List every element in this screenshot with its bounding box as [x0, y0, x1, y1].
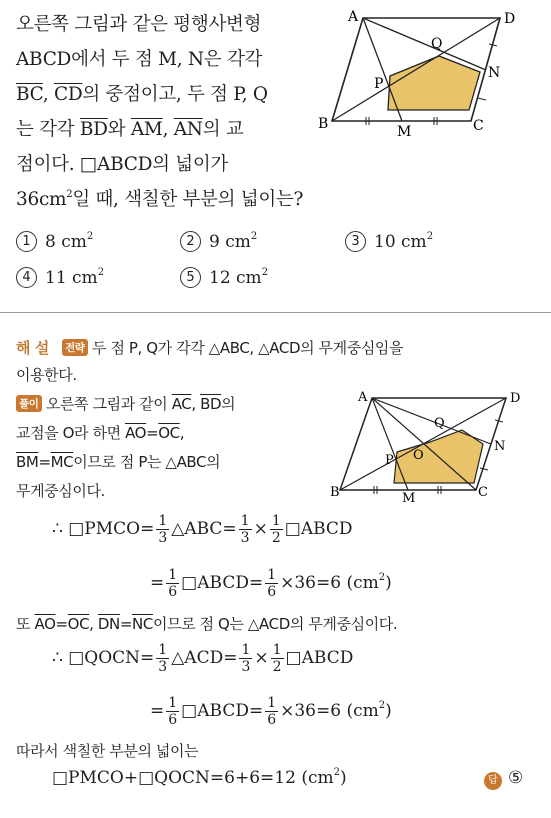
- text: △ACD=: [171, 648, 238, 668]
- superscript: 2: [250, 231, 258, 242]
- fraction-one-half: $\frac{1}{2}$: [271, 513, 281, 546]
- equation-qocn-2: = $\frac{1}{6}$ □ABCD= $\frac{1}{6}$ ×36=6 $(cm^2)$: [150, 695, 392, 728]
- segment-bc: $\overline{BC}$: [16, 84, 43, 105]
- section-divider: [0, 312, 551, 313]
- fraction-one-sixth: $\frac{1}{6}$: [168, 695, 178, 728]
- label-o: O: [413, 448, 424, 463]
- text: 는 각각: [16, 119, 80, 140]
- text: □ABCD: [284, 519, 353, 539]
- strategy-line: [16, 337, 403, 358]
- final-equation: □PMCO+□QOCN=6+6=12 $(cm^2)$: [52, 767, 347, 788]
- text: 교점을 O라 하면: [16, 424, 126, 442]
- text: ×: [253, 519, 268, 539]
- label-a: A: [358, 390, 368, 405]
- segment-ac: $\overline{AC}$: [171, 395, 192, 413]
- text: □ABCD=: [181, 701, 264, 721]
- superscript: 2: [97, 267, 105, 278]
- choice-value: 9 cm: [209, 232, 251, 252]
- text: 오른쪽 그림과 같이: [45, 395, 172, 413]
- text: 의 교: [202, 119, 244, 140]
- text: 의 중점이고, 두 점 P, Q: [82, 84, 268, 105]
- text: ,: [162, 119, 174, 140]
- answer-badge: 답: [484, 772, 502, 790]
- superscript: 2: [86, 231, 94, 242]
- fraction-one-half: $\frac{1}{2}$: [272, 642, 282, 675]
- label-n: N: [494, 439, 506, 454]
- label-n: N: [488, 65, 501, 81]
- choice-value: 8 cm: [45, 232, 87, 252]
- fraction-one-third: $\frac{1}{3}$: [240, 513, 250, 546]
- text: ×36=6 (cm: [280, 701, 379, 721]
- text: ×36=6 (cm: [280, 573, 379, 593]
- label-c: C: [473, 118, 484, 134]
- segment-an: $\overline{AN}$: [173, 119, 203, 140]
- choice-number: 2: [180, 231, 201, 252]
- segment-bd: $\overline{BD}$: [200, 395, 222, 413]
- solution-line-1: [16, 393, 235, 414]
- text: ×: [254, 648, 269, 668]
- text: □ABCD=: [181, 573, 264, 593]
- text: ∴ □PMCO=: [52, 519, 155, 539]
- solution-line-4: 무게중심이다.: [16, 482, 105, 500]
- text: △ABC=: [171, 519, 237, 539]
- choice-4: [16, 267, 104, 288]
- problem-line-4: [16, 115, 243, 141]
- segment-nc: $\overline{NC}$: [132, 615, 153, 633]
- segment-oc: $\overline{OC}$: [67, 615, 90, 633]
- text: ): [385, 701, 392, 721]
- problem-line-6: [16, 185, 303, 211]
- segment-mc: $\overline{MC}$: [50, 453, 74, 471]
- fraction-one-sixth: $\frac{1}{6}$: [168, 567, 178, 600]
- text: ∴ □QOCN=: [52, 648, 155, 668]
- segment-ao: $\overline{AO}$: [125, 424, 147, 442]
- label-p: P: [385, 453, 394, 468]
- shaded-region: [388, 56, 480, 110]
- choice-3: [345, 231, 433, 252]
- line-an: [372, 398, 491, 444]
- superscript: 2: [378, 700, 386, 711]
- text: =: [146, 424, 159, 442]
- segment-am: $\overline{AM}$: [130, 119, 163, 140]
- label-d: D: [504, 11, 516, 27]
- strategy-badge: 전략: [62, 339, 88, 356]
- equation-pmco-2: = $\frac{1}{6}$ □ABCD= $\frac{1}{6}$ ×36=6 $(cm^2)$: [150, 567, 392, 600]
- choice-5: [180, 267, 268, 288]
- choice-value: 10 cm: [374, 232, 427, 252]
- text: ): [385, 573, 392, 593]
- segment-cd: $\overline{CD}$: [54, 84, 83, 105]
- label-p: P: [374, 76, 384, 92]
- answer-value: ⑤: [508, 768, 524, 788]
- superscript: 2: [333, 767, 340, 778]
- line-am: [372, 398, 408, 490]
- equation-qocn-1: [52, 642, 353, 675]
- segment-ao: $\overline{AO}$: [34, 615, 56, 633]
- problem-line-2: ABCD에서 두 점 M, N은 각각: [16, 49, 263, 70]
- fraction-one-third: $\frac{1}{3}$: [158, 513, 168, 546]
- superscript: 2: [66, 189, 73, 200]
- choice-number: 4: [16, 267, 37, 288]
- problem-figure: [318, 4, 543, 136]
- text: 의: [221, 395, 236, 413]
- solution-title: 해 설: [16, 339, 50, 357]
- strategy-text: 두 점 P, Q가 각각 △ABC, △ACD의 무게중심임을: [92, 339, 404, 357]
- fraction-one-third: $\frac{1}{3}$: [241, 642, 251, 675]
- label-q: Q: [431, 36, 443, 52]
- text: 36cm: [16, 189, 67, 210]
- final-text: 따라서 색칠한 부분의 넓이는: [16, 742, 199, 760]
- text: ,: [191, 395, 201, 413]
- text: 와: [107, 119, 131, 140]
- superscript: 2: [426, 231, 434, 242]
- label-a: A: [348, 9, 359, 25]
- choice-number: 1: [16, 231, 37, 252]
- line-am: [363, 18, 402, 121]
- superscript: 2: [378, 572, 386, 583]
- fraction-one-sixth: $\frac{1}{6}$: [267, 695, 277, 728]
- label-m: M: [397, 124, 412, 136]
- segment-dn: $\overline{DN}$: [97, 615, 120, 633]
- text: ,: [179, 424, 185, 442]
- text: 일 때, 색칠한 부분의 넓이는?: [72, 189, 304, 210]
- fraction-one-sixth: $\frac{1}{6}$: [267, 567, 277, 600]
- solution-figure: [330, 384, 545, 506]
- segment-oc: $\overline{OC}$: [158, 424, 180, 442]
- label-d: D: [510, 391, 521, 406]
- segment-bd: $\overline{BD}$: [79, 119, 108, 140]
- problem-line-1: 오른쪽 그림과 같은 평행사변형: [16, 14, 262, 35]
- equation-pmco-1: [52, 513, 353, 546]
- choice-value: 12 cm: [209, 268, 262, 288]
- answer: [484, 768, 523, 790]
- solution-line-2: [16, 422, 184, 443]
- choice-number: 3: [345, 231, 366, 252]
- problem-line-5: 점이다. □ABCD의 넓이가: [16, 154, 229, 175]
- choice-value: 11 cm: [45, 268, 98, 288]
- problem-line-3: [16, 80, 268, 106]
- strategy-line-2: 이용한다.: [16, 366, 77, 384]
- comma: ,: [42, 84, 55, 105]
- choice-1: [16, 231, 93, 252]
- label-b: B: [330, 485, 340, 500]
- superscript: 2: [261, 267, 269, 278]
- text: □ABCD: [285, 648, 354, 668]
- solution-line-5: 또 $\overline{AO}=\overline{OC}$, $\overline{DN}=\overline{NC}$이므로 점 Q는 △ACD의 무게중심이다.: [16, 615, 398, 633]
- label-b: B: [318, 116, 329, 132]
- label-m: M: [402, 491, 416, 506]
- segment-bm: $\overline{BM}$: [16, 453, 39, 471]
- label-c: C: [478, 485, 488, 500]
- text: =: [38, 453, 51, 471]
- solution-line-3: [16, 451, 220, 472]
- label-q: Q: [434, 416, 445, 431]
- choice-2: [180, 231, 257, 252]
- fraction-one-third: $\frac{1}{3}$: [158, 642, 168, 675]
- choice-number: 5: [180, 267, 201, 288]
- text: 이므로 점 P는 △ABC의: [73, 453, 221, 471]
- solution-badge: 풀이: [16, 395, 42, 412]
